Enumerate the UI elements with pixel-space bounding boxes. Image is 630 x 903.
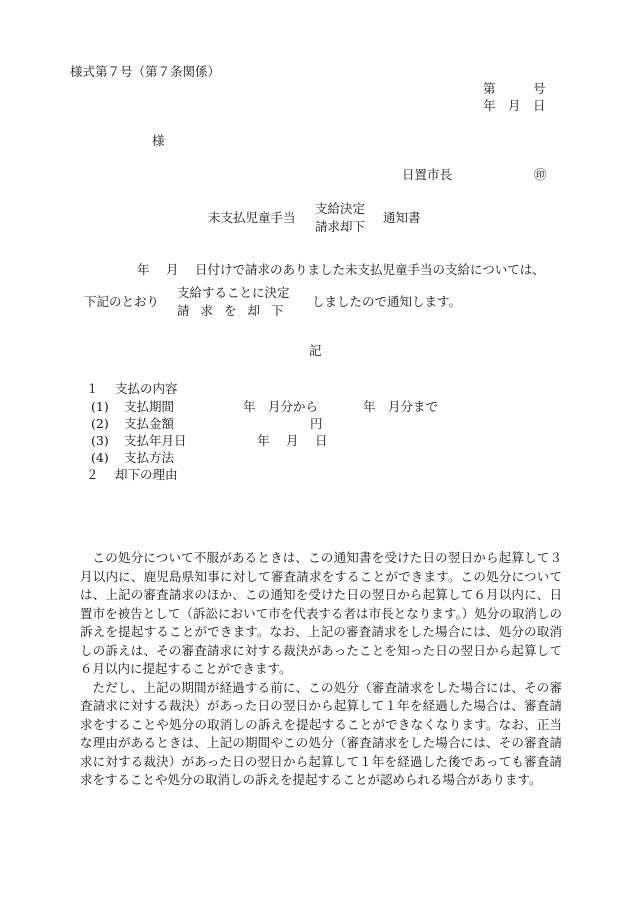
seal-mark: ㊞ [534, 167, 547, 182]
intro-suffix: しましたので通知します。 [312, 294, 462, 309]
ki-heading: 記 [309, 343, 322, 358]
appeal-notice [80, 549, 562, 790]
item-4-label: 支払方法 [124, 450, 175, 465]
item-1-to: 年 月分まで [363, 399, 439, 414]
document-date: 年 月 日 [483, 98, 546, 113]
document-number: 第 号 [483, 81, 546, 96]
intro-option-grant: 支給することに決定 [177, 285, 290, 300]
title-option-reject: 請求却下 [315, 218, 366, 234]
item-3-number: (3) [91, 433, 109, 448]
intro-options [177, 287, 295, 317]
item-2-label: 支払金額 [124, 416, 175, 431]
form-label: 様式第７号（第７条関係） [70, 64, 221, 79]
title-option-grant: 支給決定 [315, 201, 366, 216]
item-1-from: 年 月分から [243, 399, 319, 414]
item-3-label: 支払年月日 [124, 433, 187, 448]
appeal-notice-paragraph-1: この処分について不服があるときは、この通知書を受けた日の翌日から起算して３月以内に、鹿児島県知事に対して審査請求をすることができます。この処分については、上記の審査請求のほか、この通知を受けた日の翌日から起算して６月以内に、日置市を被告として（訴訟において市を代表する者は市長となります。）処分の取消しの訴えを提起することができます。なお、上記の審査請求をした場合には、処分の取消しの訴えは、その審査請求に対する裁決があったことを知った日の翌日から起算して６月以内に提起することができます。 [80, 550, 562, 676]
item-2-number: (2) [91, 416, 109, 431]
appeal-notice-paragraph-2: ただし、上記の期間が経過する前に、この処分（審査請求をした場合には、その審査請求に対する裁決）があった日の翌日から起算して１年を経過した場合は、審査請求をすることや処分の取消しの訴えを提起することができなくなります。なお、正当な理由があるときは、上記の期間やこの処分（審査請求をした場合には、その審査請求に対する裁決）があった日の翌日から起算して１年を経過した後であっても審査請求をすることや処分の取消しの訴えを提起することが認められる場合があります。 [80, 679, 562, 787]
item-3-value: 年 月 日 [257, 433, 328, 448]
section-1-heading: １ 支払の内容 [86, 381, 178, 396]
item-1-number: (1) [91, 399, 109, 414]
addressee: 様 [152, 133, 165, 148]
intro-option-reject: 請求を却下 [177, 302, 295, 318]
title-prefix: 未支払児童手当 [208, 210, 296, 225]
title-options [315, 203, 365, 233]
item-2-unit: 円 [310, 416, 323, 431]
intro-prefix: 下記のとおり [84, 294, 160, 309]
title-suffix: 通知書 [383, 210, 421, 225]
section-2-heading: ２ 却下の理由 [86, 467, 178, 482]
item-4-number: (4) [91, 450, 109, 465]
intro-line-1: 年 月 日付けで請求のありました未支払児童手当の支給については、 [137, 262, 545, 277]
issuer: 日置市長 [402, 167, 453, 182]
item-1-label: 支払期間 [124, 399, 175, 414]
